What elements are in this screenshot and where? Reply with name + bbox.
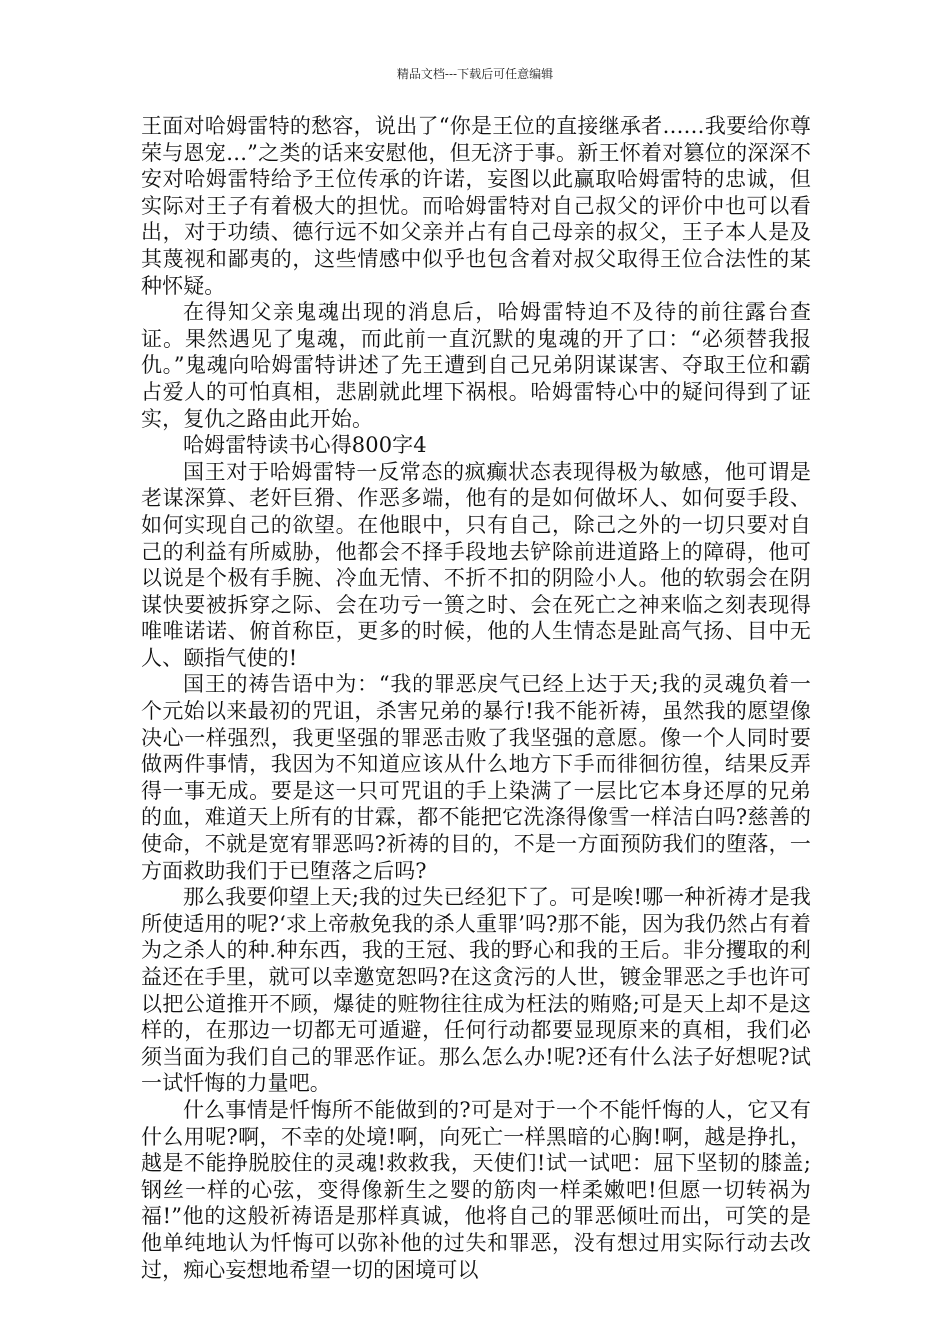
page-header: 精品文档---下载后可任意编辑 — [396, 67, 554, 81]
document-body — [141, 113, 811, 1283]
paragraph-5: 那么我要仰望上天;我的过失已经犯下了。可是唉!哪一种祈祷才是我所使适用的呢?‘求上帝赦免我的杀人重罪’吗?那不能，因为我仍然占有着为之杀人的种.种东西，我的王冠、我的野心和我的王后。非分攫取的利益还在手里，就可以幸邀宽恕吗?在这贪污的人世，镀金罪恶之手也许可以把公道推开不顾，爆徒的赃物往往成为枉法的贿赂;可是天上却不是这样的，在那边一切都无可遁避，任何行动都要显现原来的真相，我们必须当面为我们自己的罪恶作证。那么怎么办!呢?还有什么法子好想呢?试一试忏悔的力量吧。 — [141, 885, 811, 1096]
paragraph-4: 国王的祷告语中为：“我的罪恶戾气已经上达于天;我的灵魂负着一个元始以来最初的咒诅，杀害兄弟的暴行!我不能祈祷，虽然我的愿望像决心一样强烈，我更坚强的罪恶击败了我坚强的意愿。像一个人同时要做两件事情，我因为不知道应该从什么地方下手而徘徊彷徨，结果反弄得一事无成。要是这一只可咒诅的手上染满了一层比它本身还厚的兄弟的血，难道天上所有的甘霖，都不能把它洗涤得像雪一样洁白吗?慈善的使命，不就是宽宥罪恶吗?祈祷的目的，不是一方面预防我们的堕落，一方面救助我们于已堕落之后吗? — [141, 672, 811, 883]
paragraph-3: 国王对于哈姆雷特一反常态的疯癫状态表现得极为敏感，他可谓是老谋深算、老奸巨猾、作恶多端，他有的是如何做坏人、如何耍手段、如何实现自己的欲望。在他眼中，只有自己，除己之外的一切只要对自己的利益有所威胁，他都会不择手段地去铲除前进道路上的障碍，他可以说是个极有手腕、冷血无情、不折不扣的阴险小人。他的软弱会在阴谋快要被拆穿之际、会在功亏一篑之时、会在死亡之神来临之刻表现得唯唯诺诺、俯首称臣，更多的时候，他的人生情态是趾高气扬、目中无人、颐指气使的! — [141, 459, 811, 670]
paragraph-6: 什么事情是忏悔所不能做到的?可是对于一个不能忏悔的人，它又有什么用呢?啊，不幸的处境!啊，向死亡一样黑暗的心胸!啊，越是挣扎，越是不能挣脱胶住的灵魂!救救我，天使们!试一试吧：屈下坚韧的膝盖;钢丝一样的心弦，变得像新生之婴的筋肉一样柔嫩吧!但愿一切转祸为福!”他的这般祈祷语是那样真诚，他将自己的罪恶倾吐而出，可笑的是他单纯地认为忏悔可以弥补他的过失和罪恶，没有想过用实际行动去改过，痴心妄想地希望一切的困境可以 — [141, 1097, 811, 1282]
paragraph-2: 在得知父亲鬼魂出现的消息后，哈姆雷特迫不及待的前往露台查证。果然遇见了鬼魂，而此前一直沉默的鬼魂的开了口：“必须替我报仇。”鬼魂向哈姆雷特讲述了先王遭到自己兄弟阴谋谋害、夺取王位和霸占爱人的可怕真相，悲剧就此埋下祸根。哈姆雷特心中的疑问得到了证实，复仇之路由此开始。 — [141, 300, 811, 431]
section-title: 哈姆雷特读书心得800字4 — [183, 433, 427, 458]
paragraph-1: 王面对哈姆雷特的愁容，说出了“你是王位的直接继承者……我要给你尊荣与恩宠…”之类的话来安慰他，但无济于事。新王怀着对篡位的深深不安对哈姆雷特给予王位传承的许诺，妄图以此赢取哈姆雷特的忠诚，但实际对王子有着极大的担忧。而哈姆雷特对自己叔父的评价中也可以看出，对于功绩、德行远不如父亲并占有自己母亲的叔父，王子本人是及其蔑视和鄙夷的，这些情感中似乎也包含着对叔父取得王位合法性的某种怀疑。 — [141, 114, 811, 298]
